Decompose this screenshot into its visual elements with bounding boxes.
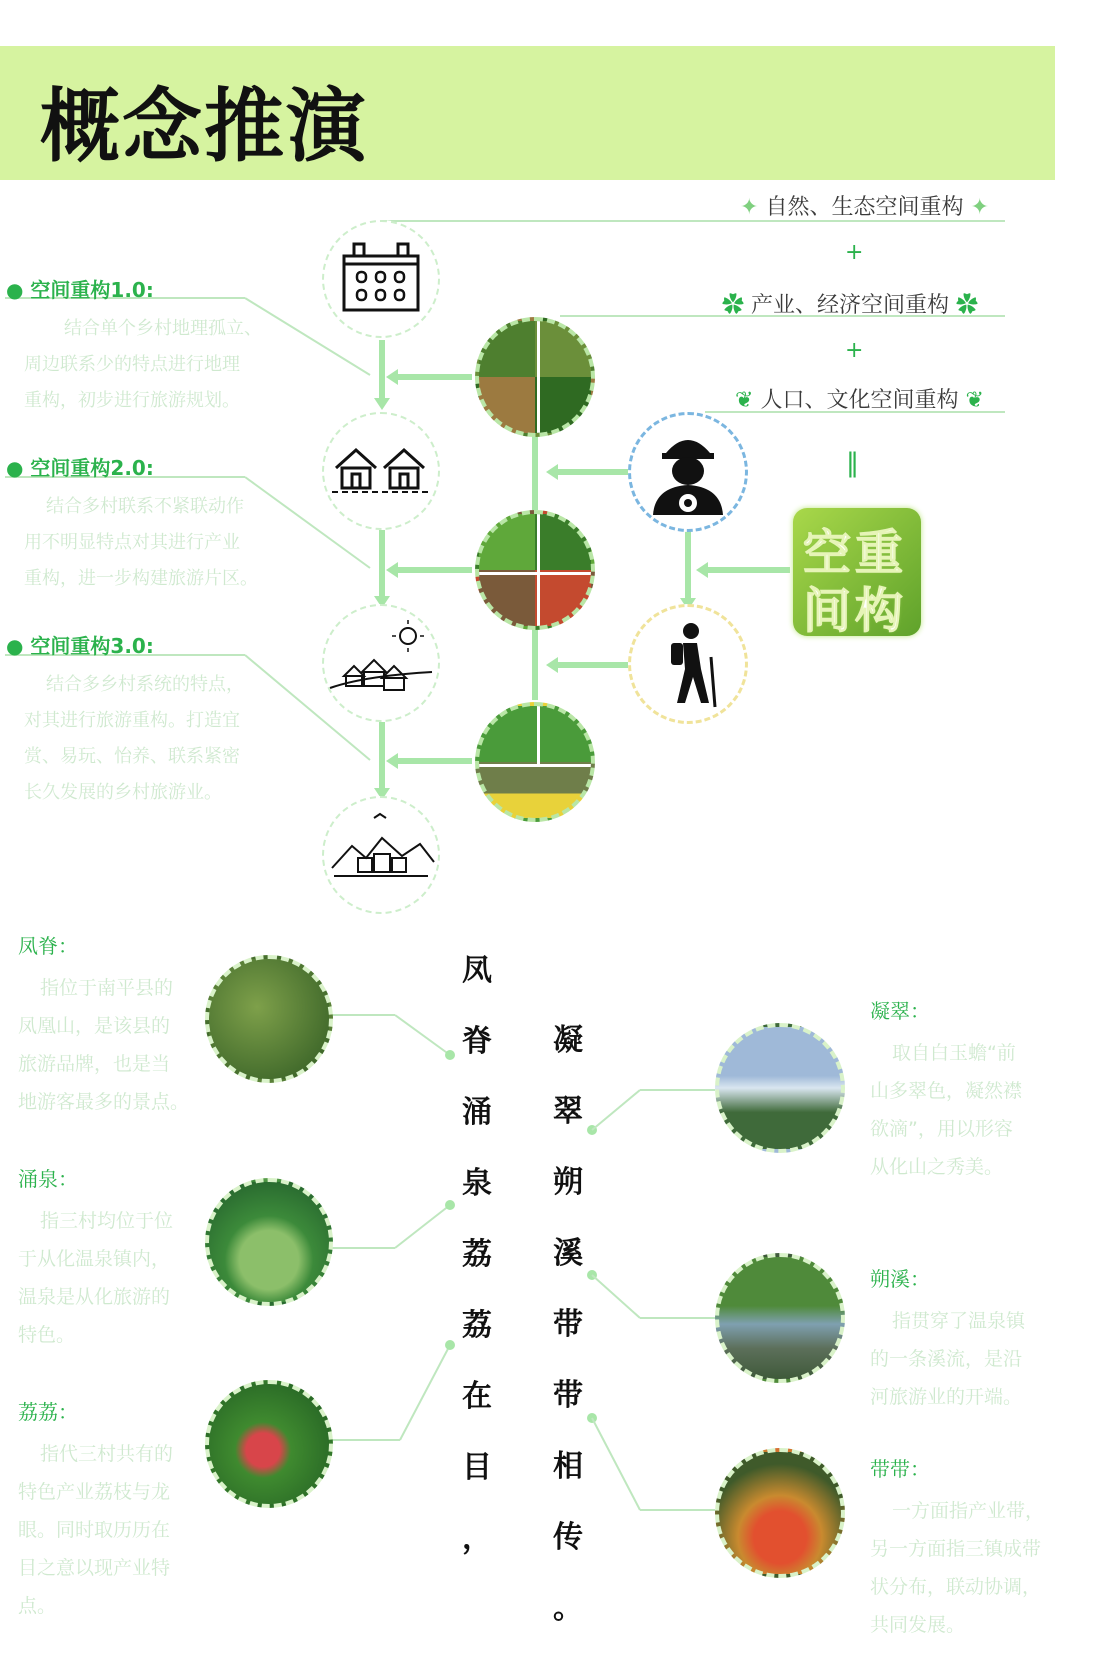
concept-3-title: 空间重构3.0:	[30, 634, 154, 658]
concept-2-line: 重构，进一步构建旅游片区。	[24, 568, 258, 589]
poem-char: 相	[553, 1449, 583, 1484]
concept-3-line: 对其进行旅游重构。打造宜	[24, 710, 240, 731]
leisure-photo	[475, 702, 595, 822]
page-title: 概念推演	[40, 80, 368, 173]
poem-char: 泉	[462, 1166, 492, 1201]
place-line: 一方面指产业带，	[892, 1500, 1045, 1522]
place-line: 目之意以现产业特	[18, 1557, 171, 1579]
place-yongquan-title: 涌泉：	[18, 1167, 78, 1191]
poem-char: 带	[553, 1307, 583, 1342]
hot-spring-photo	[205, 1178, 333, 1306]
place-line: 欲滴”，用以形容	[870, 1118, 1013, 1140]
place-line: 指位于南平县的	[40, 977, 174, 999]
place-daidai	[870, 1453, 1070, 1644]
place-line: 眼。同时取历历在	[18, 1519, 171, 1541]
concept-3: ● 空间重构3.0: 结合多乡村系统的特点， 对其进行旅游重构。打造宜 赏、易玩、怡养、联系紧密 长久发展的乡村旅游业。	[6, 630, 276, 811]
concept-1-title: 空间重构1.0:	[30, 278, 154, 302]
poem-char: 涌	[462, 1095, 492, 1130]
concept-1-line: 重构，初步进行旅游规划。	[24, 390, 240, 411]
poem-char: 在	[462, 1379, 492, 1414]
place-line: 特色产业荔枝与龙	[18, 1481, 171, 1503]
mountain-town-icon	[322, 796, 440, 914]
concept-2-title: 空间重构2.0:	[30, 456, 154, 480]
place-line: 从化山之秀美。	[870, 1156, 1004, 1178]
poem-char: 溪	[553, 1236, 583, 1271]
place-line: 状分布，联动协调，	[870, 1576, 1042, 1598]
building-icon	[322, 220, 440, 338]
place-fengji-title: 凤脊：	[18, 934, 78, 958]
lychee-photo	[205, 1380, 333, 1508]
poem-char: 翠	[553, 1094, 583, 1129]
place-line: 凤凰山，是该县的	[18, 1015, 171, 1037]
place-line: 河旅游业的开端。	[870, 1386, 1023, 1408]
stream-photo	[715, 1253, 845, 1383]
place-line: 指三村均位于位	[40, 1210, 174, 1232]
plus-sign-2: +	[845, 338, 864, 363]
village-sun-icon	[322, 604, 440, 722]
poem-column-1	[462, 945, 502, 1584]
concept-2: ● 空间重构2.0: 结合多村联系不紧联动作 用不明显特点对其进行产业 重构，进一步构建旅游片区。	[6, 452, 276, 597]
poem-char: 朔	[553, 1165, 583, 1200]
place-lili	[18, 1396, 198, 1625]
place-line: 共同发展。	[870, 1614, 966, 1636]
concept-3-line: 长久发展的乡村旅游业。	[24, 782, 222, 803]
place-shuoxi-title: 朔溪：	[870, 1267, 930, 1291]
place-yongquan	[18, 1163, 198, 1354]
ningcui-mountain-photo	[715, 1023, 845, 1153]
place-line: 旅游品牌，也是当	[18, 1053, 171, 1075]
concept-1-line: 周边联系少的特点进行地理	[24, 354, 240, 375]
place-line: 指代三村共有的	[40, 1443, 174, 1465]
place-line: 山多翠色，凝然襟	[870, 1080, 1023, 1102]
village-photo	[475, 317, 595, 437]
concept-3-line: 结合多乡村系统的特点，	[46, 674, 244, 695]
label-industry: ✿ 产业、经济空间重构 ✿	[722, 293, 979, 318]
place-line: 温泉是从化旅游的	[18, 1286, 171, 1308]
space-restructure-logo	[793, 508, 921, 639]
place-fengji	[18, 930, 198, 1121]
poem-column-2	[553, 1015, 593, 1654]
place-lili-title: 荔荔：	[18, 1400, 78, 1424]
place-shuoxi	[870, 1263, 1060, 1416]
place-ningcui	[870, 995, 1060, 1186]
place-line: 特色。	[18, 1324, 76, 1346]
concept-1: ● 空间重构1.0: 结合单个乡村地理孤立、 周边联系少的特点进行地理 重构，初步进行旅游规划。	[6, 274, 276, 419]
poem-char: 目	[462, 1450, 492, 1485]
logo-line-1: 空重	[803, 525, 908, 581]
poem-char: ，	[462, 1521, 492, 1556]
place-line: 地游客最多的景点。	[18, 1091, 190, 1113]
poem-char: 带	[553, 1378, 583, 1413]
worker-icon	[628, 412, 748, 532]
logo-line-2: 间构	[803, 583, 908, 639]
poem-char: 荔	[462, 1308, 492, 1343]
plus-sign-1: +	[845, 240, 864, 265]
label-natural: ✦ 自然、生态空间重构 ✦	[740, 195, 989, 220]
poem-char: 。	[553, 1591, 583, 1626]
poem-char: 凝	[553, 1023, 583, 1058]
houses-icon	[322, 412, 440, 530]
poem-char: 荔	[462, 1237, 492, 1272]
place-line: 的一条溪流，是沿	[870, 1348, 1023, 1370]
place-line: 于从化温泉镇内，	[18, 1248, 171, 1270]
place-daidai-title: 带带：	[870, 1457, 930, 1481]
equals-sign: ‖	[846, 448, 859, 478]
concept-2-line: 结合多村联系不紧联动作	[46, 496, 244, 517]
place-ningcui-title: 凝翠：	[870, 999, 930, 1023]
concept-2-line: 用不明显特点对其进行产业	[24, 532, 240, 553]
hiker-icon	[628, 604, 748, 724]
poem-char: 传	[553, 1520, 583, 1555]
place-line: 指贯穿了温泉镇	[892, 1310, 1026, 1332]
place-line: 点。	[18, 1595, 57, 1617]
place-line: 另一方面指三镇成带	[870, 1538, 1042, 1560]
concept-1-line: 结合单个乡村地理孤立、	[64, 318, 262, 339]
fengji-mountain-photo	[205, 955, 333, 1083]
farm-produce-photo	[475, 510, 595, 630]
poem-char: 凤	[462, 953, 492, 988]
place-line: 取自白玉蟾“前	[892, 1042, 1016, 1064]
poem-char: 脊	[462, 1024, 492, 1059]
market-photo	[715, 1448, 845, 1578]
label-culture: ❦ 人口、文化空间重构 ❦	[735, 388, 984, 413]
concept-3-line: 赏、易玩、怡养、联系紧密	[24, 746, 240, 767]
